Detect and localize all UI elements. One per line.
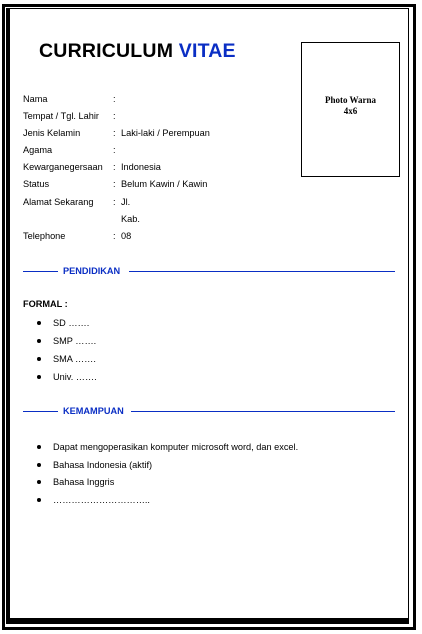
field-colon: : — [113, 128, 116, 138]
bullet-icon — [37, 375, 41, 379]
heading-rule-left — [23, 271, 58, 272]
section-title: KEMAMPUAN — [63, 406, 124, 416]
formal-label: FORMAL : — [23, 299, 68, 309]
field-value: Belum Kawin / Kawin — [121, 179, 208, 189]
field-colon: : — [113, 162, 116, 172]
list-item-text: Dapat mengoperasikan komputer microsoft word, dan excel. — [53, 442, 299, 452]
field-label: Alamat Sekarang — [23, 197, 94, 207]
bullet-icon — [37, 357, 41, 361]
heading-rule-right — [129, 271, 395, 272]
list-item-text: Bahasa Indonesia (aktif) — [53, 460, 153, 470]
field-colon: : — [113, 179, 116, 189]
list-item-text: SD ……. — [53, 318, 90, 328]
heading-rule-right — [131, 411, 395, 412]
bullet-icon — [37, 498, 41, 502]
photo-placeholder — [301, 42, 400, 177]
field-label: Jenis Kelamin — [23, 128, 81, 138]
section-heading-kemampuan — [23, 406, 395, 416]
field-label: Status — [23, 179, 50, 189]
field-label: Telephone — [23, 231, 66, 241]
photo-label: Photo Warna — [324, 95, 377, 105]
field-colon: : — [113, 145, 116, 155]
title-main: CURRICULUM — [39, 40, 174, 62]
field-label: Nama — [23, 94, 48, 104]
title-accent: VITAE — [178, 40, 236, 62]
field-colon: : — [113, 94, 116, 104]
bullet-icon — [37, 463, 41, 467]
bullet-icon — [37, 445, 41, 449]
field-value: 08 — [121, 231, 132, 241]
bullet-icon — [37, 480, 41, 484]
heading-rule-left — [23, 411, 58, 412]
field-colon: : — [113, 231, 116, 241]
document-title — [39, 40, 236, 63]
field-colon: : — [113, 197, 116, 207]
photo-size: 4x6 — [343, 106, 358, 116]
field-value: Laki-laki / Perempuan — [121, 128, 210, 138]
section-title: PENDIDIKAN — [63, 266, 121, 276]
bullet-icon — [37, 321, 41, 325]
list-item-text: ………………………….. — [53, 495, 150, 505]
section-heading-pendidikan — [23, 266, 395, 276]
field-label: Agama — [23, 145, 53, 155]
field-value: Indonesia — [121, 162, 161, 172]
field-label: Tempat / Tgl. Lahir — [23, 111, 99, 121]
list-item-text: Univ. ……. — [53, 372, 97, 382]
list-item-text: Bahasa Inggris — [53, 477, 115, 487]
field-value: Kab. — [121, 214, 140, 224]
field-value: Jl. — [121, 197, 131, 207]
list-item-text: SMA ……. — [53, 354, 96, 364]
field-label: Kewarganegersaan — [23, 162, 103, 172]
bullet-icon — [37, 339, 41, 343]
field-colon: : — [113, 111, 116, 121]
list-item-text: SMP ……. — [53, 336, 97, 346]
